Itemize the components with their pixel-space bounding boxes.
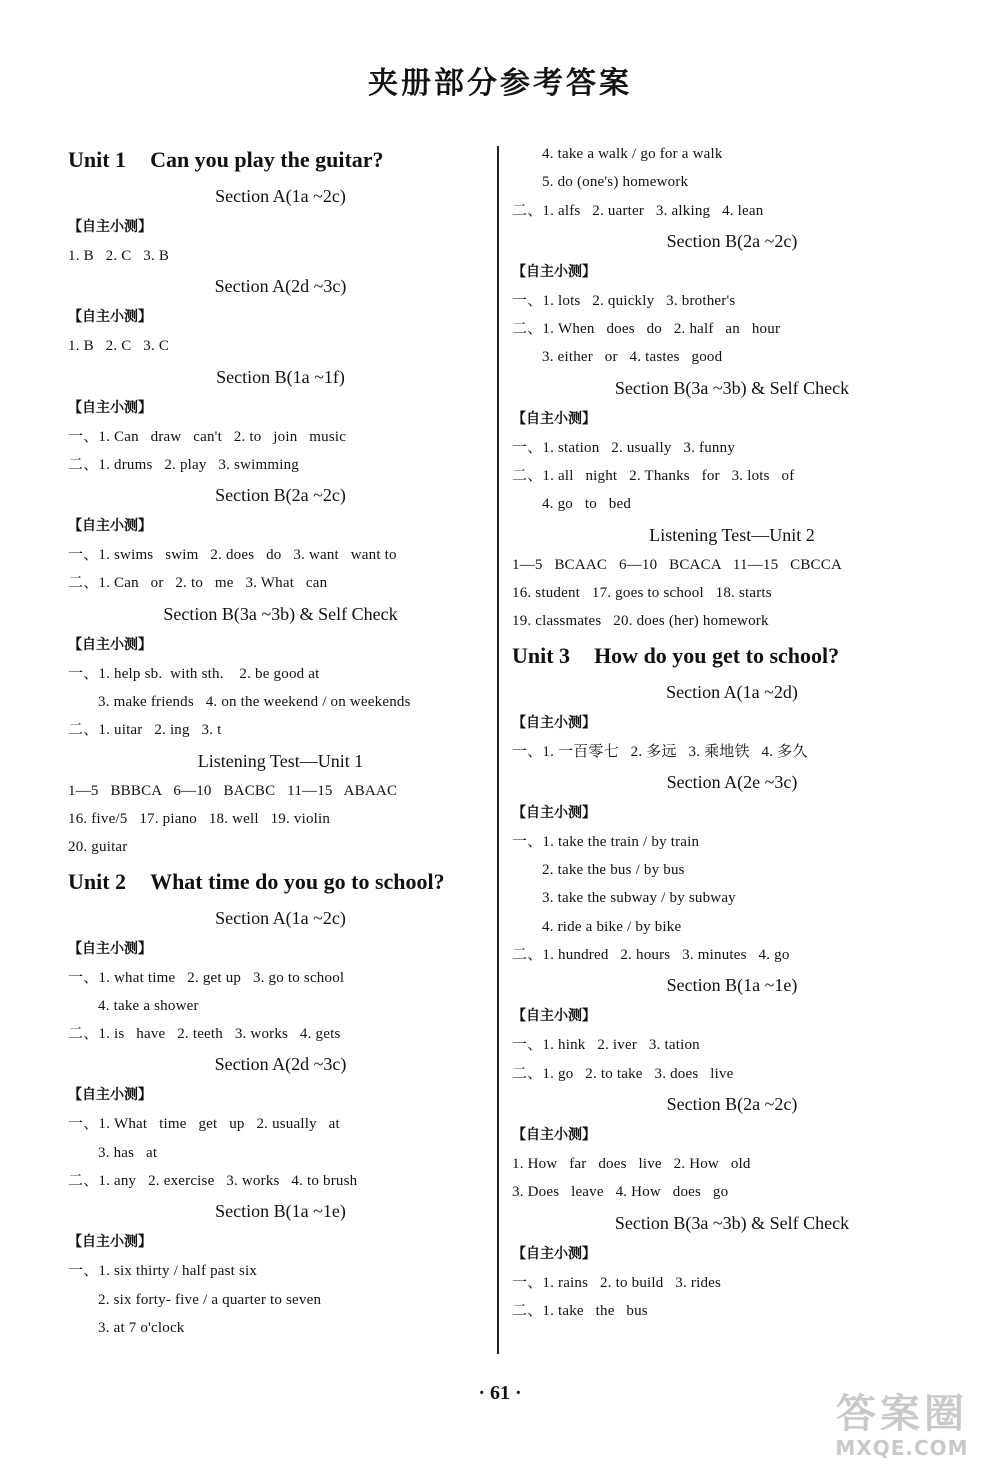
answer-line: 3. either or 4. tastes good xyxy=(542,349,723,366)
answer-line: 一、1. take the train / by train xyxy=(512,833,700,850)
section-heading: Section A(1a ~2c) xyxy=(215,186,346,206)
self-test-tag: 【自主小测】 xyxy=(68,1234,152,1251)
self-test-tag: 【自主小测】 xyxy=(68,636,152,653)
answer-line: 一、1. What time get up 2. usually at xyxy=(68,1116,340,1133)
watermark-logo xyxy=(812,1392,992,1464)
answer-line: 20. guitar xyxy=(68,839,128,856)
self-test-tag: 【自主小测】 xyxy=(512,1008,596,1025)
answer-line: 2. take the bus / by bus xyxy=(542,862,685,879)
answer-line: 3. take the subway / by subway xyxy=(542,890,736,907)
page-number: · 61 · xyxy=(478,1382,522,1404)
answer-line: 1—5 BCAAC 6—10 BCACA 11—15 CBCCA xyxy=(512,556,842,573)
answer-line: 一、1. Can draw can't 2. to join music xyxy=(68,428,347,445)
section-heading: Section B(3a ~3b) & Self Check xyxy=(614,1212,850,1233)
unit-heading xyxy=(512,636,952,676)
answer-line: 二、1. drums 2. play 3. swimming xyxy=(68,456,299,473)
answer-line: 2. six forty- five / a quarter to seven xyxy=(98,1291,322,1308)
watermark-top: 答案圈 xyxy=(836,1391,968,1437)
answer-line: 16. five/5 17. piano 18. well 19. violin xyxy=(68,810,331,827)
self-test-tag: 【自主小测】 xyxy=(512,804,596,821)
section-heading: Section A(2e ~3c) xyxy=(666,771,798,792)
answer-line: 3. Does leave 4. How does go xyxy=(512,1184,729,1201)
answer-line: 19. classmates 20. does (her) homework xyxy=(512,613,769,630)
unit-label: Unit 1 xyxy=(68,147,127,172)
section-heading: Section B(2a ~2c) xyxy=(666,1093,798,1114)
column-divider xyxy=(497,146,499,1354)
answer-line: 二、1. Can or 2. to me 3. What can xyxy=(68,575,328,592)
answer-line: 二、1. hundred 2. hours 3. minutes 4. go xyxy=(512,947,790,964)
answer-line: 3. at 7 o'clock xyxy=(98,1319,185,1336)
unit-heading xyxy=(68,862,493,902)
answer-line: 一、1. what time 2. get up 3. go to school xyxy=(68,969,345,986)
answer-line: 二、1. any 2. exercise 3. works 4. to brush xyxy=(68,1173,358,1190)
section-heading: Section A(1a ~2c) xyxy=(215,907,346,928)
section-heading: Section B(3a ~3b) & Self Check xyxy=(614,377,850,398)
section-heading: Section B(1a ~1e) xyxy=(666,975,798,996)
unit-heading xyxy=(68,140,493,180)
watermark-bottom: MXQE.COM xyxy=(835,1436,969,1460)
answer-line: 5. do (one's) homework xyxy=(542,174,689,191)
answer-line: 4. go to bed xyxy=(542,496,632,513)
self-test-tag: 【自主小测】 xyxy=(512,714,596,731)
answer-line: 一、1. help sb. with sth. 2. be good at xyxy=(68,665,320,682)
answer-line: 16. student 17. goes to school 18. starts xyxy=(512,584,772,601)
answer-line: 一、1. station 2. usually 3. funny xyxy=(512,439,736,456)
answer-line: 1. B 2. C 3. C xyxy=(68,338,170,355)
section-heading: Section B(2a ~2c) xyxy=(215,485,346,506)
answer-column-left xyxy=(68,140,493,1342)
answer-line: 二、1. all night 2. Thanks for 3. lots of xyxy=(512,468,795,485)
self-test-tag: 【自主小测】 xyxy=(68,940,152,957)
answer-line: 4. take a shower xyxy=(98,997,199,1014)
section-heading: Section B(1a ~1f) xyxy=(216,366,345,387)
answer-line: 3. has at xyxy=(98,1144,158,1161)
unit-label: Unit 2 xyxy=(68,868,127,894)
answer-line: 二、1. alfs 2. uarter 3. alking 4. lean xyxy=(512,202,764,219)
answer-line: 一、1. rains 2. to build 3. rides xyxy=(512,1274,722,1291)
answer-line: 1—5 BBBCA 6—10 BACBC 11—15 ABAAC xyxy=(68,782,398,799)
unit-label: Unit 3 xyxy=(512,642,571,668)
section-heading: Section B(1a ~1e) xyxy=(215,1201,346,1222)
answer-line: 一、1. hink 2. iver 3. tation xyxy=(512,1037,700,1054)
answer-line: 一、1. 一百零七 2. 多远 3. 乘地铁 4. 多久 xyxy=(512,743,808,760)
answer-line: 一、1. swims swim 2. does do 3. want want to xyxy=(68,547,397,564)
unit-title: How do you get to school? xyxy=(594,642,840,668)
answer-line: 4. take a walk / go for a walk xyxy=(542,146,723,162)
answer-line: 一、1. six thirty / half past six xyxy=(68,1263,258,1280)
self-test-tag: 【自主小测】 xyxy=(68,399,152,416)
unit-title: Can you play the guitar? xyxy=(150,147,384,172)
page-title: 夹册部分参考答案 xyxy=(368,66,632,101)
self-test-tag: 【自主小测】 xyxy=(512,263,596,280)
section-heading: Section A(2d ~3c) xyxy=(214,276,347,297)
answer-line: 3. make friends 4. on the weekend / on weekends xyxy=(98,694,411,711)
answer-line: 1. B 2. C 3. B xyxy=(68,248,170,264)
self-test-tag: 【自主小测】 xyxy=(512,410,596,427)
answer-line: 1. How far does live 2. How old xyxy=(512,1155,751,1172)
answer-line: 二、1. uitar 2. ing 3. t xyxy=(68,722,222,739)
self-test-tag: 【自主小测】 xyxy=(68,309,152,326)
self-test-tag: 【自主小测】 xyxy=(68,1087,152,1104)
section-heading: Section B(2a ~2c) xyxy=(666,230,798,251)
answer-line: 4. ride a bike / by bike xyxy=(542,918,682,935)
self-test-tag: 【自主小测】 xyxy=(68,518,152,535)
answer-line: 一、1. lots 2. quickly 3. brother's xyxy=(512,292,736,309)
unit-title: What time do you go to school? xyxy=(150,868,445,894)
self-test-tag: 【自主小测】 xyxy=(512,1245,596,1262)
answer-line: 二、1. is have 2. teeth 3. works 4. gets xyxy=(68,1026,341,1043)
section-heading: Section B(3a ~3b) & Self Check xyxy=(163,603,398,624)
section-heading: Section A(1a ~2d) xyxy=(666,681,798,702)
section-heading: Listening Test—Unit 1 xyxy=(197,750,364,771)
answer-column-right xyxy=(512,140,952,1325)
answer-line: 二、1. When does do 2. half an hour xyxy=(512,321,781,338)
answer-line: 二、1. take the bus xyxy=(512,1302,648,1319)
answer-line: 二、1. go 2. to take 3. does live xyxy=(512,1065,734,1082)
self-test-tag: 【自主小测】 xyxy=(68,219,152,235)
self-test-tag: 【自主小测】 xyxy=(512,1126,596,1143)
section-heading: Section A(2d ~3c) xyxy=(214,1054,347,1075)
section-heading: Listening Test—Unit 2 xyxy=(649,524,815,545)
